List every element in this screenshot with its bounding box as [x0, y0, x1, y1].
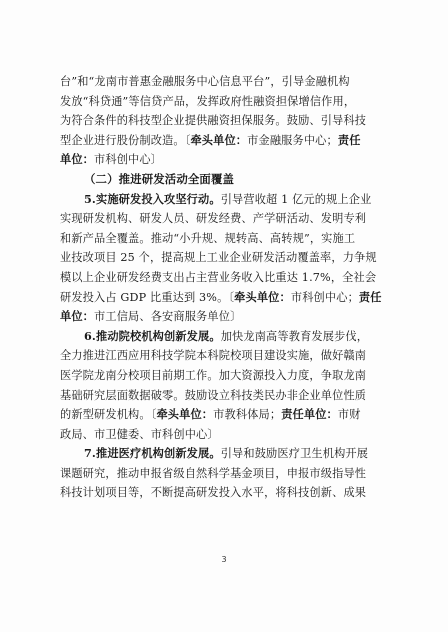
body-text: 发放“科贷通”等信贷产品，发挥政府性融资担保增信作用，	[60, 94, 356, 108]
page-number: 3	[221, 555, 227, 564]
text-line	[60, 190, 392, 210]
body-text: 实现研发机构、研发人员、研发经费、产学研活动、发明专利	[60, 212, 367, 226]
body-text: 市工信局、各安商服务单位〕	[94, 310, 242, 324]
text-line	[60, 248, 392, 268]
text-line	[60, 307, 392, 327]
body-text: 的新型研发机构。〔	[60, 408, 157, 422]
body-text: 市科创中心；	[290, 290, 359, 304]
bold-text: 牵头单位：	[156, 407, 214, 422]
body-text: 科技计划项目等，不断提高研发投入水平，将科技创新、成果	[60, 486, 367, 500]
bold-text: 7.推进医疗机构创新发展。	[84, 446, 221, 461]
body-text: 台”和“龙南市普惠金融服务中心信息平台”，引导金融机构	[60, 75, 350, 88]
section-heading	[60, 170, 392, 190]
text-line	[60, 464, 392, 484]
text-line	[60, 111, 392, 131]
body-text: 业技改项目 25 个，提高规上工业企业研发活动覆盖率，力争规	[60, 251, 377, 265]
bold-text: 5.实施研发投入攻坚行动。	[84, 191, 221, 206]
text-line	[60, 150, 392, 170]
body-text: 全力推进江西应用科技学院本科院校项目建设实施，做好赣南	[60, 349, 367, 363]
body-text: 研发投入占 GDP 比重达到 3%。〔	[60, 290, 235, 304]
body-text: 医学院龙南分校项目前期工作。加大资源投入力度，争取龙南	[60, 368, 367, 382]
bold-text: 单位：	[60, 309, 95, 324]
body-text: 引导营收超 1 亿元的规上企业	[220, 192, 372, 206]
body-text: 为符合条件的科技型企业提供融资担保服务。鼓励、引导科技	[60, 114, 367, 128]
body-text: 市金融服务中心；	[247, 133, 338, 147]
bold-text: 责任	[358, 289, 382, 304]
text-line	[60, 444, 392, 464]
bold-text: 单位：	[60, 152, 95, 167]
text-line	[60, 366, 392, 386]
body-text: 政局、市卫健委、市科创中心〕	[60, 427, 219, 441]
body-text: 加快龙南高等教育发展步伐，	[220, 329, 369, 343]
text-line	[60, 288, 392, 308]
body-text: 型企业进行股份制改造。〔	[60, 133, 191, 147]
body-text: 模以上企业研发经费支出占主营业务收入比重达 1.7%，全社会	[60, 270, 377, 284]
text-line	[60, 268, 392, 288]
bold-text: 责任单位：	[281, 407, 338, 422]
text-line	[60, 346, 392, 366]
bold-text: （二）推进研发活动全面覆盖	[84, 171, 235, 186]
text-line	[60, 229, 392, 249]
body-text: 课题研究，推动申报省级自然科学基金项目，申报市级指导性	[60, 466, 367, 480]
body-text: 市教科体局；	[213, 408, 282, 422]
text-line	[60, 92, 392, 112]
text-line	[60, 483, 392, 503]
bold-text: 牵头单位：	[190, 132, 248, 147]
bold-text: 牵头单位：	[234, 289, 291, 304]
text-line	[60, 386, 392, 406]
body-text: 市财	[337, 408, 361, 422]
body-text: 市科创中心〕	[94, 153, 163, 167]
document-body	[60, 72, 392, 503]
text-line	[60, 405, 392, 425]
bold-text: 责任	[337, 132, 361, 147]
text-line	[60, 425, 392, 445]
text-line	[60, 209, 392, 229]
text-line	[60, 327, 392, 347]
body-text: 基础研究层面数据破零。鼓励设立科技类民办非企业单位性质	[60, 388, 367, 402]
bold-text: 6.推动院校机构创新发展。	[84, 328, 221, 343]
text-line	[60, 72, 392, 92]
body-text: 引导和鼓励医疗卫生机构开展	[220, 447, 369, 461]
text-line	[60, 131, 392, 151]
body-text: 和新产品全覆盖。推动“小升规、规转高、高转规”，实施工	[60, 231, 356, 245]
